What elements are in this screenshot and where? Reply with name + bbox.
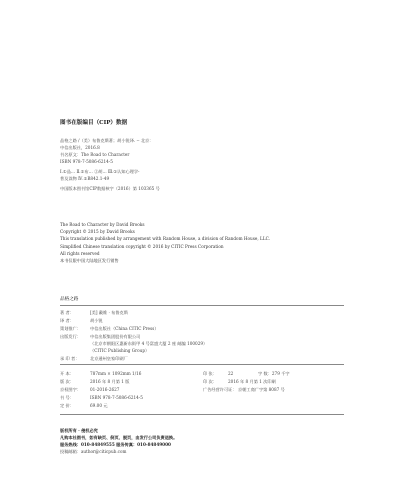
format-value: 787mm × 1092mm 1/16 xyxy=(90,371,142,376)
cip-title: 图书在版编目（CIP）数据 xyxy=(60,120,128,126)
bottom-rule xyxy=(60,414,344,415)
middle-rule xyxy=(60,364,344,365)
publisher-english-name: （CITIC Publishing Group） xyxy=(90,348,150,353)
english-copyright-line: Copyright © 2015 by David Brooks xyxy=(60,229,135,234)
sheets-value: 22 xyxy=(228,371,234,376)
spec-label: 定 价： xyxy=(60,403,74,408)
credit-label: 著 者： xyxy=(60,310,74,315)
cip-line: ISBN 978-7-5086-6214-5 xyxy=(60,159,113,164)
word-count-value: 字 数：279 千字 xyxy=(258,371,290,376)
cip-line: 普及读物 Ⅳ.①B842.1-49 xyxy=(60,176,110,181)
spec-label: 开 本： xyxy=(60,371,74,376)
credit-label: 出版发行： xyxy=(60,334,81,339)
spec-label: 京权图字： xyxy=(60,387,81,392)
service-contact: 服务热线：010-84849555 服务传真：010-84849000 xyxy=(60,442,171,447)
promotion-value: 中信出版社（China CITIC Press） xyxy=(90,326,159,331)
submission-email: 投稿邮箱：author@citicpub.com xyxy=(60,449,127,454)
translator-value: 胡小锐 xyxy=(90,318,103,323)
english-rights-line: All rights reserved xyxy=(60,251,100,256)
author-value: [美] 戴维 · 布鲁克斯 xyxy=(90,310,128,315)
publisher-value: 中信出版集团股份有限公司 xyxy=(90,334,141,339)
return-policy: 凡购本社图书，如有缺页、倒页、脱页，由发行公司负责退换。 xyxy=(60,435,178,440)
cip-line: 书名原文：The Road to Character xyxy=(60,152,130,157)
english-title-line: The Road to Character by David Brooks xyxy=(60,222,145,227)
top-rule xyxy=(60,305,344,306)
rights-title: 版权所有 · 侵权必究 xyxy=(60,428,98,433)
spec-label: 书 号： xyxy=(60,395,74,400)
credit-label: 承 印 者： xyxy=(60,356,80,361)
isbn-value: ISBN 978-7-5086-6214-5 xyxy=(90,395,143,400)
distribution-note: 本书仅限中国大陆地区发行销售 xyxy=(60,258,119,263)
book-title: 品格之路 xyxy=(60,297,79,302)
price-value: 69.00 元 xyxy=(90,403,108,408)
printer-value: 北京通州皇家印刷厂 xyxy=(90,356,128,361)
spec-label: 广告经营许可证： xyxy=(203,387,237,392)
edition-value: 2016 年 8 月第 1 版 xyxy=(90,379,130,384)
cip-line: Ⅰ.①品… Ⅱ.①布… ②胡… Ⅲ.①认知心理学- xyxy=(60,169,140,174)
cip-number: 中国版本图书馆CIP数据核字（2016）第 103365 号 xyxy=(60,186,160,191)
cip-line: 品格之路 /（美）布鲁克斯著；胡小锐译. -- 北京： xyxy=(60,138,154,143)
spec-label: 印 次： xyxy=(203,379,217,384)
spec-label: 印 张： xyxy=(203,371,217,376)
cip-line: 中信出版社，2016.8 xyxy=(60,145,100,150)
publisher-address: （北京市朝阳区惠新东街甲 4 号富盛大厦 2 座 邮编 100029） xyxy=(90,341,208,346)
ad-license-value: 京朝工商广字第 8087 号 xyxy=(238,387,285,392)
credit-label: 译 者： xyxy=(60,318,74,323)
printing-value: 2016 年 8 月第 1 次印刷 xyxy=(228,379,276,384)
spec-label: 版 次： xyxy=(60,379,74,384)
copyright-registration-value: 01-2016-2627 xyxy=(90,387,120,392)
credit-label: 策划推广： xyxy=(60,326,81,331)
english-translation-line: Simplified Chinese translation copyright © 2016 by CITIC Press Corporation xyxy=(60,244,224,249)
english-arrangement-line: This translation published by arrangement with Random House, a division of Random House, LLC. xyxy=(60,236,270,241)
